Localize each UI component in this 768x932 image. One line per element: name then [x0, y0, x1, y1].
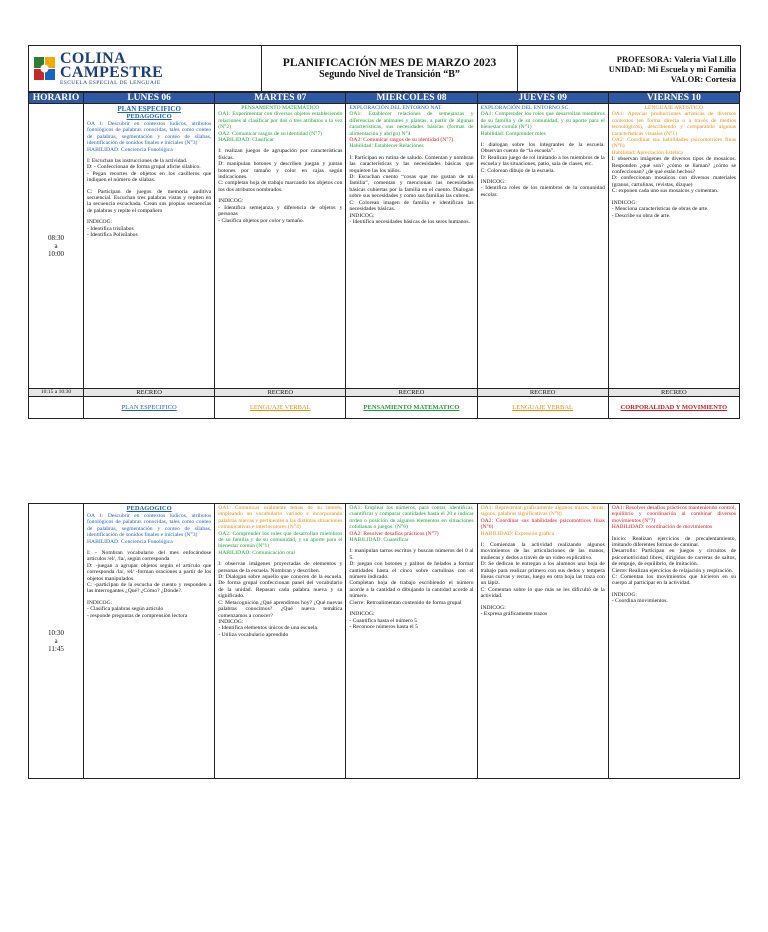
plan-title-cell — [262, 46, 518, 92]
block1-wednesday — [346, 104, 477, 389]
header-table — [28, 45, 741, 92]
tue-inicio: I: realizan juegos de agrupación por características físicas. — [218, 148, 343, 161]
wed2-desarrollo-2: Completan hoja de trabajo escribiendo el número acorde a la cantidad o dibujando la cantidad acorde al número. — [349, 580, 474, 600]
school-subtitle: ESCUELA ESPECIAL DE LENGUAJE — [60, 79, 161, 86]
mon-desarrollo-2: - Pegan recortes de objetos en los casilleros que indiquen el número de sílabas. — [87, 170, 212, 184]
mon-ind-1: - Identifica trisílabos — [87, 225, 134, 232]
block1-thursday — [477, 104, 608, 389]
wed-cierre: C: Colorean imagen de familia e identifican las necesidades básicas. — [349, 199, 474, 213]
thu2-cierre: C: Comentan sobre lo que más se les dificultó de la actividad. — [480, 586, 605, 600]
fri2-desarrollo: Desarrollo: Participan en juegos y circuitos de psicomotricidad libres, dirigidos de carreras de saltos, de empuje, de equilibrio, de imitación. — [611, 548, 736, 568]
plan-subtitle: Segundo Nivel de Transición “B” — [319, 69, 460, 80]
fri-indicog: INDICOG: — [611, 199, 637, 206]
recess-row — [29, 389, 740, 397]
fri-desarrollo: D: confeccionan mosaicos con diversos materiales (granos, cartulinas, revistas, dizque) — [611, 175, 736, 188]
block2-wednesday — [346, 504, 477, 779]
block2-hour: 10:30 a 11:45 — [29, 504, 84, 779]
subject-mon: PLAN ESPECIFICO — [84, 397, 215, 419]
thu2-hab: HABILIDAD: Expresión gráfica — [480, 530, 555, 537]
block1-row — [29, 104, 740, 389]
tue2-oa2: OA2: Comprender los roles que desarrollan miembros de su familia y de su comunidad, y su aporte para el bienestar común (N°1) — [218, 530, 343, 550]
subject-thu: LENGUAJE VERBAL — [477, 397, 608, 419]
mon2-desarrollo: D: -juegan a agrupar objetos según el artículo que corresponda /la/, /el/ -forman oraciones a partir de los objetos manipulados. — [87, 562, 212, 582]
mon2-ind-2: - responde preguntas de comprensión lectora — [87, 612, 188, 619]
schedule-table-2 — [28, 503, 740, 779]
wed-indicog: INDICOG: — [349, 212, 375, 219]
mon-oa: OA 1: Descubrir en contextos lúdicos, atributos fonológicos de palabras conocidas, tales como conteo de palabras, segmentación y conteo de sílabas, identificación de sonidos finales e iniciales (N°3) — [87, 121, 212, 147]
wed-inicio: I: Participan en rutina de saludo. Comentan y nombran las características y las necesidades básicas que requieren las los niños. — [349, 154, 474, 174]
fri2-cierre-2: C: Comentan los movimientos que hicieron en su cuerpo al participar en la actividad. — [611, 574, 736, 587]
fri2-indicog: INDICOG: — [611, 591, 637, 598]
recess-hour: 10:15 a 10:30 — [29, 389, 84, 397]
fri-inicio: I: observan imágenes de diversos tipos de mosaicos. Responden ¿qué son? ¿cómo se llaman? ¿cómo se confeccionan? ¿de qué están hechos? — [611, 156, 736, 176]
tue-ind-2: - Clasifica objetos por color y tamaño. — [218, 217, 305, 224]
col-martes: MARTES 07 — [215, 93, 346, 104]
mon-ind-2: - Identifica Polisílabos — [87, 232, 138, 239]
tue-ind-1: - Identifica semejanza y diferencia de objetos y personas — [218, 204, 343, 218]
wed-oa1: OA1: Establecer relaciones de semejanzas y diferencias de animales y plantas, a partir de algunas características, sus necesidades básicas (formas de alimentación y abrigo) N°4 — [349, 111, 474, 137]
recess-mon: RECREO — [84, 389, 215, 397]
mon2-hab: HABILIDAD: Conciencia Fonológica — [87, 538, 173, 545]
mon-plan-title: PLAN ESPECIFICO — [117, 105, 181, 113]
wed-ind-1: - Identifica necesidades básicas de los seres humanos. — [349, 218, 470, 225]
thu-ind-1: - Identifica roles de los miembros de la comunidad escolar. — [480, 185, 605, 198]
thu2-ind-1: - Expresa gráficamente trazos — [480, 611, 548, 618]
subject-fri: CORPORALIDAD Y MOVIMIENTO — [608, 397, 739, 419]
mon2-ped-title: PEDAGOGICO — [126, 505, 172, 512]
tue-subject: PENSAMIENTO MATEMÁTICO — [241, 105, 320, 111]
mon2-indicog: INDICOG: — [87, 599, 113, 606]
school-name-line2: CAMPESTRE — [60, 63, 164, 81]
block1-monday — [84, 104, 215, 389]
recess-thu: RECREO — [477, 389, 608, 397]
block1-friday — [608, 104, 739, 389]
tue2-cierre: C: Metacognición ¿Qué aprendimos hoy? ¿Qué nuevas palabras conocimos? ¿Qué nueva temática comenzamos a conocer? — [218, 599, 343, 619]
mon2-cierre: C: -participan de la escucha de cuento y responden a las interrogantes ¿Qué? ¿Cómo? ¿Dónde?. — [87, 582, 212, 595]
tue2-hab: HABILIDAD: Comunicación oral — [218, 549, 295, 556]
tue-oa2: OA2: Comunicar rasgos de su identidad (N°7) — [218, 130, 323, 137]
wed2-cierre: Cierre: Retroalimentan contenido de forma grupal — [349, 599, 462, 606]
thu-subject: EXPLORACIÓN DEL ENTORNO SC. — [480, 105, 570, 111]
wed2-ind-1: - Cuantifica hasta el número 5 — [349, 617, 417, 624]
wed2-inicio: I: manipulan tarros escritos y buscan números del 0 al 5. — [349, 548, 474, 561]
mon-desarrollo: D: - Confeccionan de forma grupal afiche silabico. — [87, 164, 201, 171]
block2-monday — [84, 504, 215, 779]
block2-tuesday — [215, 504, 346, 779]
block2-thursday — [477, 504, 608, 779]
wed-hab: Habilidad: Establecer Relaciones — [349, 143, 424, 150]
tue2-inicio: I: observan imágenes proyectadas de elementos y personas de la escuela. Nombran y describen. — [218, 561, 343, 574]
col-viernes: VIERNES 10 — [608, 93, 739, 104]
tue-cierre: C: completan hoja de trabajo marcando los objetos con los dos atributos nombrados. — [218, 180, 343, 193]
fri-subject: LENGUAJE ARTISTICO — [644, 105, 704, 111]
wed2-indicog: INDICOG: — [349, 611, 375, 618]
wed2-oa1: OA1: Emplear los números, para contar, identificar, cuantificar y comparar cantidades hasta el 20 e indicar orden o posición de algunos elementos en situaciones cotidianas o juegos. (N°6) — [349, 505, 474, 531]
planning-page-1 — [28, 45, 740, 419]
school-emblem-icon — [33, 55, 57, 83]
teacher-label: PROFESORA: Valeria Vial Lillo — [616, 53, 736, 64]
tue2-ind-1: - Identifica elementos únicos de una escuela. — [218, 625, 319, 632]
mon-hab: HABILIDAD: Conciencia Fonológica — [87, 146, 173, 153]
wed2-ind-2: - Reconoce números hasta el 5 — [349, 623, 418, 630]
thu-hab: Habilidad: Comprender roles — [480, 130, 546, 137]
tue-hab: HABILIDAD: Clasificar — [218, 137, 274, 144]
unit-label: UNIDAD: Mi Escuela y mi Familia — [608, 63, 736, 74]
mon2-inicio: I: - Nombran vocabulario del mes enfocándose artículos /el/, /la/, según corresponda — [87, 550, 212, 563]
tue-indicog: INDICOG: — [218, 198, 244, 205]
tue2-desarrollo: D: Dialogan sobre aquello que conocen de la escuela. De forma grupal confeccionan panel del vocabulario de la unidad. Repasan cada palabra nueva y su significado. — [218, 574, 343, 600]
tue2-ind-2: - Utiliza vocabulario aprendido — [218, 631, 289, 638]
thu2-inicio: I: Comienzan la actividad realizando algunos movimientos de las articulaciones de las manos, muñecas y dedos a través de un video explicativo. — [480, 542, 605, 561]
col-jueves: JUEVES 09 — [477, 93, 608, 104]
fri2-hab: HABILIDAD: coordinación de movimientos — [611, 524, 713, 531]
wed2-hab: HABILIDAD: Cuantificar — [349, 537, 409, 544]
thu2-indicog: INDICOG: — [480, 604, 506, 611]
mon2-oa: OA 1: Descubrir en contextos lúdicos, atributos fonológicos de palabras conocidas, tales como conteo de palabras, segmentación y conteo de sílabas, identificación de sonidos finales e iniciales (N°3) — [87, 513, 212, 539]
block2-friday — [608, 504, 739, 779]
thu2-oa2: OA2: Coordinar sus habilidades psicomotrices finas (N°6) — [480, 517, 605, 531]
school-logo-cell — [29, 46, 262, 92]
block1-hour: 08:30 a 10:00 — [29, 104, 84, 389]
wed2-oa2: OA2: Resolver desafíos prácticos (N°7) — [349, 530, 439, 537]
plan-info-cell — [518, 46, 741, 92]
thu-oa1: OA1: Comprender los roles que desarrollan miembros de su familia y de su comunidad, y su aporte para el bienestar común (N°1) — [480, 111, 605, 131]
mon-ped-title: PEDAGOGICO — [126, 113, 172, 120]
fri2-oa1: OA1: Resolver desafíos prácticos manteniendo control, equilibrio y coordinación al combinar diversos movimientos (N°7) — [611, 505, 736, 524]
thu-cierre: C: Colorean dibujo de la escuela. — [480, 167, 555, 174]
tue2-oa1: OA1: Comunicar oralmente temas de su interés, empleando un vocabulario variado e incorporando palabras nuevas y pertinentes a las distintas situaciones comunicativas e interlocutores (N°4) — [218, 505, 343, 531]
thu-indicog: INDICOG: — [480, 179, 506, 186]
mon-inicio: I: Escuchan las instrucciones de la actividad. — [87, 158, 188, 165]
tue-desarrollo: D: manipulan botones y describen juegan y juntan botones por tamaño y color en cajas según indicaciones. — [218, 161, 343, 181]
value-label: VALOR: Cortesía — [670, 73, 736, 84]
fri-ind-1: - Menciona características de obras de arte. — [611, 206, 709, 213]
schedule-table-1 — [28, 92, 740, 419]
thu-desarrollo: D: Realizan juego de rol imitando a los miembros de la escuela y las situaciones, patio, sala de clases, etc. — [480, 154, 605, 168]
recess-fri: RECREO — [608, 389, 739, 397]
subject-tue: LENGUAJE VERBAL — [215, 397, 346, 419]
planning-page-2 — [28, 503, 740, 779]
col-lunes: LUNES 06 — [84, 93, 215, 104]
wed-desarrollo: D: Escuchan cuento “cosas que me gustan de mi familia”, comentan y mencionan las necesidades básicas cubiertas por la familia en el cuento. Dialogan sobre sus necesidades y como sus familias las cubren. — [349, 174, 474, 200]
fri-oa1: OA1: Apreciar producciones artísticas de diversos contextos (en forma directa o a través de medios tecnológicos), describiendo y comparando algunas características visuales (N°1) — [611, 111, 736, 137]
recess-wed: RECREO — [346, 389, 477, 397]
plan-title: PLANIFICACIÓN MES DE MARZO 2023 — [282, 57, 497, 69]
block2-row — [29, 504, 740, 779]
wed-oa2: OA2: Comunicar rasgos de su identidad (N°7) — [349, 137, 454, 144]
mon-cierre: C: Participan de juegos de memoria auditiva secuencial. Escuchan tres palabras vistas y repiten en la secuencia escuchada. Crean sus propias secuencias de palabras y repite el compañero — [87, 188, 212, 214]
mon-indicog: INDICOG: — [87, 219, 113, 226]
school-logo — [33, 49, 257, 86]
mon2-ind-1: - Clasifica palabras según artículo — [87, 606, 164, 613]
col-miercoles: MIERCOLES 08 — [346, 93, 477, 104]
col-horario: HORARIO — [29, 93, 84, 104]
fri2-ind-1: - Coordina movimientos. — [611, 598, 668, 605]
wed2-desarrollo: D: juegan con botones y palitos de helados a formar cantidades hasta el cinco sobre cartulinas con el número indicado. — [349, 561, 474, 581]
wed-subject: EXPLORACIÓN DEL ENTORNO NAT. — [349, 105, 443, 111]
fri2-inicio: Inicio: Realizan ejercicios de precalentamiento, imitando diferentes formas de caminar. — [611, 535, 736, 549]
fri-cierre: C: exponen cada uno sus mosaicos y comentan. — [611, 188, 719, 195]
school-name-line1: COLINA — [60, 49, 126, 67]
fri2-cierre: Cierre: Realizan ejercicios de relajación y respiración. — [611, 567, 734, 574]
thu2-desarrollo: D: Se dedican le entregan a los alumnos una hoja de trabajo para realizar primero con sus dedos y tempera líneas curvas y rectas, luego en otra hoja las traza con un lápiz. — [480, 561, 605, 587]
thu2-oa1: OA1: Representar gráficamente algunos trazos, letras, signos, palabras significativas (N°8) — [480, 505, 605, 518]
fri-hab: Habilidad: Apreciación Estética — [611, 149, 683, 156]
subject-wed: PENSAMIENTO MATEMATICO — [346, 397, 477, 419]
block1-tuesday — [215, 104, 346, 389]
day-header-row — [29, 93, 740, 104]
subjects-row — [29, 397, 740, 419]
fri-ind-2: - Describe su obra de arte. — [611, 212, 671, 219]
tue-oa1: OA1: Experimentar con diversos objetos estableciendo relaciones al clasificar por dos o tres atributos a la vez (N°2) — [218, 111, 343, 131]
tue2-indicog: INDICOG: — [218, 618, 244, 625]
fri-oa2: OA2: Coordinar sus habilidades psicomotrices finas (N°6) — [611, 137, 736, 150]
recess-tue: RECREO — [215, 389, 346, 397]
thu-inicio: I: dialogan sobre los integrantes de la escuela. Observan cuento de “la escuela”. — [480, 142, 605, 155]
